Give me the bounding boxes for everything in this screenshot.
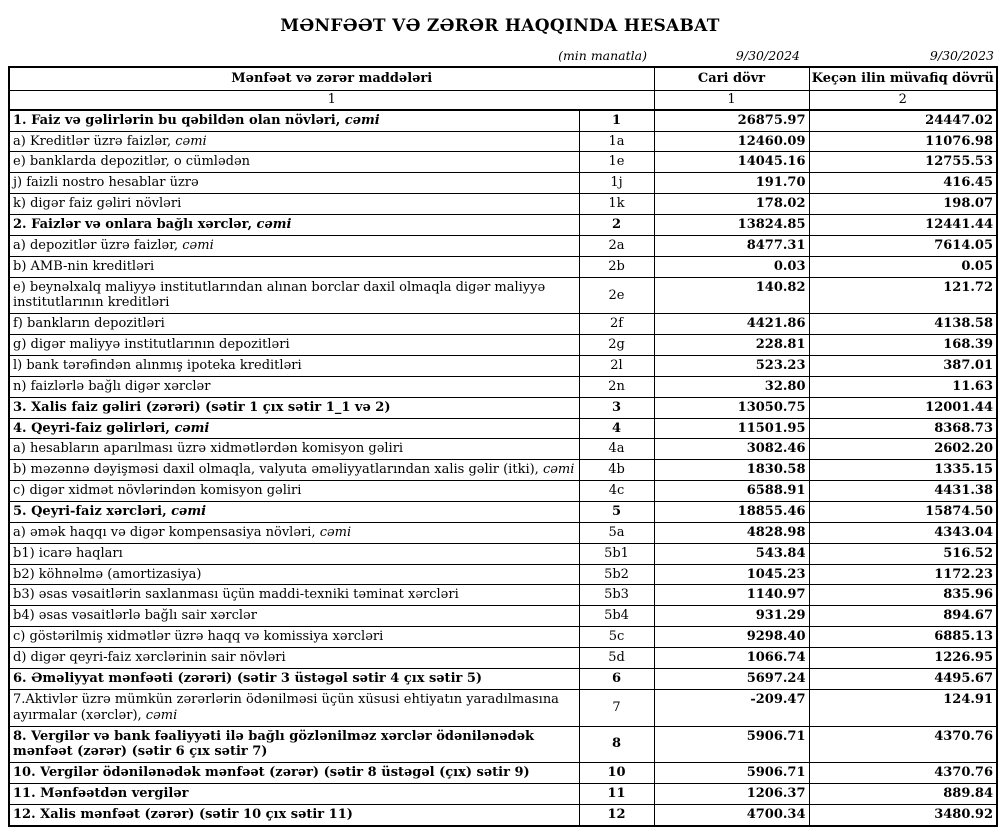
row-value-current: 18855.46 <box>654 502 809 523</box>
row-value-previous: 4431.38 <box>809 481 997 502</box>
row-code: 5c <box>579 627 654 648</box>
row-label: j) faizli nostro hesablar üzrə <box>9 173 579 194</box>
row-label-emphasis: cəmi <box>174 420 210 436</box>
row-code: 2g <box>579 335 654 356</box>
table-row <box>9 397 997 418</box>
colnum-items: 1 <box>9 90 654 109</box>
row-value-current: 13824.85 <box>654 215 809 236</box>
row-label: b) AMB-nin kreditləri <box>9 256 579 277</box>
row-value-current: 1206.37 <box>654 784 809 805</box>
row-value-previous: 11.63 <box>809 376 997 397</box>
row-label-emphasis: cəmi <box>145 707 178 723</box>
row-code: 2l <box>579 356 654 377</box>
row-value-current: 523.23 <box>654 356 809 377</box>
header-number-row <box>9 90 997 109</box>
row-value-current: 3082.46 <box>654 439 809 460</box>
row-label: b1) icarə haqları <box>9 543 579 564</box>
row-label-emphasis: cəmi <box>256 217 292 233</box>
row-code: 8 <box>579 726 654 763</box>
row-value-previous: 4370.76 <box>809 763 997 784</box>
table-row <box>9 439 997 460</box>
row-code: 2b <box>579 256 654 277</box>
table-row <box>9 502 997 523</box>
row-label: k) digər faiz gəliri növləri <box>9 194 579 215</box>
table-row <box>9 543 997 564</box>
col-header-items: Mənfəət və zərər maddələri <box>9 67 654 90</box>
row-label: n) faizlərlə bağlı digər xərclər <box>9 376 579 397</box>
table-row <box>9 131 997 152</box>
row-value-current: 5697.24 <box>654 668 809 689</box>
row-value-current: 1066.74 <box>654 648 809 669</box>
row-label: 8. Vergilər və bank fəaliyyəti ilə bağlı gözlənilməz xərclər ödənilənədək mənfəət (zərər) (sətir 6 çıx sətir 7) <box>9 726 579 763</box>
row-label: e) banklarda depozitlər, o cümlədən <box>9 152 579 173</box>
row-value-previous: 198.07 <box>809 194 997 215</box>
row-label: 6. Əməliyyat mənfəəti (zərəri) (sətir 3 üstəgəl sətir 4 çıx sətir 5) <box>9 668 579 689</box>
row-value-previous: 1172.23 <box>809 564 997 585</box>
table-row <box>9 627 997 648</box>
row-value-current: 178.02 <box>654 194 809 215</box>
row-label: b4) əsas vəsaitlərlə bağlı sair xərclər <box>9 606 579 627</box>
row-value-previous: 1226.95 <box>809 648 997 669</box>
row-label: a) hesabların aparılması üzrə xidmətlərdən komisyon gəliri <box>9 439 579 460</box>
row-value-current: 32.80 <box>654 376 809 397</box>
report-title: MƏNFƏƏT VƏ ZƏRƏR HAQQINDA HESABAT <box>280 16 720 36</box>
row-value-current: 140.82 <box>654 277 809 314</box>
table-row <box>9 460 997 481</box>
row-label-emphasis: cəmi <box>182 237 214 253</box>
row-value-current: 11501.95 <box>654 418 809 439</box>
row-value-current: 4828.98 <box>654 522 809 543</box>
col-header-current: Cari dövr <box>654 67 809 90</box>
col-header-previous: Keçən ilin müvafiq dövrü <box>809 67 997 90</box>
table-row <box>9 418 997 439</box>
row-code: 3 <box>579 397 654 418</box>
header-label-row <box>9 67 997 90</box>
row-code: 5b3 <box>579 585 654 606</box>
row-label: 1. Faiz və gəlirlərin bu qəbildən olan növləri, cəmi <box>9 110 579 131</box>
row-label: l) bank tərəfindən alınmış ipoteka kreditləri <box>9 356 579 377</box>
table-row <box>9 585 997 606</box>
row-value-previous: 12441.44 <box>809 215 997 236</box>
row-value-previous: 12001.44 <box>809 397 997 418</box>
row-value-current: 12460.09 <box>654 131 809 152</box>
row-value-current: 4700.34 <box>654 804 809 825</box>
row-value-current: 191.70 <box>654 173 809 194</box>
meta-row <box>8 48 996 63</box>
colnum-current: 1 <box>654 90 809 109</box>
table-row <box>9 194 997 215</box>
row-value-previous: 124.91 <box>809 689 997 726</box>
row-code: 4c <box>579 481 654 502</box>
row-value-previous: 0.05 <box>809 256 997 277</box>
row-code: 1 <box>579 110 654 131</box>
row-label-emphasis: cəmi <box>175 133 207 149</box>
row-code: 11 <box>579 784 654 805</box>
table-row <box>9 522 997 543</box>
row-value-current: 1140.97 <box>654 585 809 606</box>
row-code: 4 <box>579 418 654 439</box>
row-value-previous: 6885.13 <box>809 627 997 648</box>
row-value-previous: 12755.53 <box>809 152 997 173</box>
row-value-previous: 889.84 <box>809 784 997 805</box>
table-row <box>9 235 997 256</box>
table-row <box>9 804 997 825</box>
row-label: a) əmək haqqı və digər kompensasiya növləri, cəmi <box>9 522 579 543</box>
row-value-previous: 24447.02 <box>809 110 997 131</box>
table-row <box>9 173 997 194</box>
date-previous: 9/30/2023 <box>929 48 994 63</box>
row-value-previous: 2602.20 <box>809 439 997 460</box>
row-value-previous: 4343.04 <box>809 522 997 543</box>
row-code: 5a <box>579 522 654 543</box>
table-row <box>9 110 997 131</box>
date-current: 9/30/2024 <box>735 48 800 63</box>
row-label: b3) əsas vəsaitlərin saxlanması üçün maddi-texniki təminat xərcləri <box>9 585 579 606</box>
row-value-previous: 15874.50 <box>809 502 997 523</box>
table-row <box>9 314 997 335</box>
row-value-current: 9298.40 <box>654 627 809 648</box>
row-value-previous: 835.96 <box>809 585 997 606</box>
row-code: 4b <box>579 460 654 481</box>
table-row <box>9 763 997 784</box>
row-value-previous: 121.72 <box>809 277 997 314</box>
row-code: 5b4 <box>579 606 654 627</box>
row-label: 12. Xalis mənfəət (zərər) (sətir 10 çıx sətir 11) <box>9 804 579 825</box>
table-row <box>9 668 997 689</box>
row-code: 1a <box>579 131 654 152</box>
table-row <box>9 689 997 726</box>
report-table <box>8 66 998 827</box>
row-value-previous: 168.39 <box>809 335 997 356</box>
colnum-previous: 2 <box>809 90 997 109</box>
table-row <box>9 256 997 277</box>
table-row <box>9 152 997 173</box>
row-value-current: 4421.86 <box>654 314 809 335</box>
row-value-previous: 7614.05 <box>809 235 997 256</box>
row-code: 5d <box>579 648 654 669</box>
table-row <box>9 726 997 763</box>
row-label: 4. Qeyri-faiz gəlirləri, cəmi <box>9 418 579 439</box>
row-label: 5. Qeyri-faiz xərcləri, cəmi <box>9 502 579 523</box>
row-label: c) göstərilmiş xidmətlər üzrə haqq və komissiya xərcləri <box>9 627 579 648</box>
row-label: a) Kreditlər üzrə faizlər, cəmi <box>9 131 579 152</box>
row-code: 5b2 <box>579 564 654 585</box>
table-row <box>9 215 997 236</box>
row-value-current: 228.81 <box>654 335 809 356</box>
row-code: 2e <box>579 277 654 314</box>
row-code: 6 <box>579 668 654 689</box>
row-code: 1k <box>579 194 654 215</box>
row-value-previous: 8368.73 <box>809 418 997 439</box>
row-value-previous: 11076.98 <box>809 131 997 152</box>
row-label: d) digər qeyri-faiz xərclərinin sair növləri <box>9 648 579 669</box>
row-value-current: 931.29 <box>654 606 809 627</box>
row-code: 2n <box>579 376 654 397</box>
table-row <box>9 356 997 377</box>
row-value-current: 6588.91 <box>654 481 809 502</box>
row-label-emphasis: cəmi <box>171 504 207 520</box>
row-label-emphasis: cəmi <box>542 462 575 478</box>
row-label-emphasis: cəmi <box>319 524 352 540</box>
row-value-current: 5906.71 <box>654 726 809 763</box>
row-value-current: 1045.23 <box>654 564 809 585</box>
row-value-current: 26875.97 <box>654 110 809 131</box>
row-value-current: 5906.71 <box>654 763 809 784</box>
row-value-current: 0.03 <box>654 256 809 277</box>
row-value-previous: 387.01 <box>809 356 997 377</box>
row-label: 7.Aktivlər üzrə mümkün zərərlərin ödənilməsi üçün xüsusi ehtiyatın yaradılmasına ayırmalar (xərclər), cəmi <box>9 689 579 726</box>
row-value-previous: 416.45 <box>809 173 997 194</box>
row-label: 3. Xalis faiz gəliri (zərəri) (sətir 1 çıx sətir 1_1 və 2) <box>9 397 579 418</box>
row-value-previous: 3480.92 <box>809 804 997 825</box>
row-label: b) məzənnə dəyişməsi daxil olmaqla, valyuta əməliyyatlarından xalis gəlir (itki), cəmi <box>9 460 579 481</box>
row-label: 2. Faizlər və onlara bağlı xərclər, cəmi <box>9 215 579 236</box>
table-row <box>9 648 997 669</box>
row-value-previous: 4370.76 <box>809 726 997 763</box>
row-code: 1e <box>579 152 654 173</box>
report-page <box>0 16 1000 827</box>
row-code: 2f <box>579 314 654 335</box>
row-code: 10 <box>579 763 654 784</box>
row-label: 11. Mənfəətdən vergilər <box>9 784 579 805</box>
row-value-previous: 1335.15 <box>809 460 997 481</box>
table-row <box>9 564 997 585</box>
report-table-body <box>9 110 997 826</box>
row-code: 7 <box>579 689 654 726</box>
row-value-current: 1830.58 <box>654 460 809 481</box>
row-label: 10. Vergilər ödənilənədək mənfəət (zərər) (sətir 8 üstəgəl (çıx) sətir 9) <box>9 763 579 784</box>
row-value-previous: 4495.67 <box>809 668 997 689</box>
row-value-current: 543.84 <box>654 543 809 564</box>
row-value-current: -209.47 <box>654 689 809 726</box>
row-label: f) bankların depozitləri <box>9 314 579 335</box>
units-note: (min manatla) <box>558 48 647 63</box>
table-row <box>9 335 997 356</box>
row-value-previous: 4138.58 <box>809 314 997 335</box>
table-row <box>9 277 997 314</box>
row-label-emphasis: cəmi <box>344 112 380 128</box>
row-label: c) digər xidmət növlərindən komisyon gəliri <box>9 481 579 502</box>
row-code: 2 <box>579 215 654 236</box>
row-code: 5 <box>579 502 654 523</box>
row-value-current: 13050.75 <box>654 397 809 418</box>
row-code: 4a <box>579 439 654 460</box>
table-row <box>9 606 997 627</box>
row-value-previous: 894.67 <box>809 606 997 627</box>
row-value-current: 14045.16 <box>654 152 809 173</box>
table-row <box>9 784 997 805</box>
row-label: g) digər maliyyə institutlarının depozitləri <box>9 335 579 356</box>
row-value-previous: 516.52 <box>809 543 997 564</box>
row-code: 1j <box>579 173 654 194</box>
report-table-header <box>9 67 997 110</box>
table-row <box>9 376 997 397</box>
row-code: 5b1 <box>579 543 654 564</box>
row-value-current: 8477.31 <box>654 235 809 256</box>
row-label: e) beynəlxalq maliyyə institutlarından alınan borclar daxil olmaqla digər maliyyə institutlarının kreditləri <box>9 277 579 314</box>
table-row <box>9 481 997 502</box>
row-code: 2a <box>579 235 654 256</box>
row-label: a) depozitlər üzrə faizlər, cəmi <box>9 235 579 256</box>
row-label: b2) köhnəlmə (amortizasiya) <box>9 564 579 585</box>
row-code: 12 <box>579 804 654 825</box>
